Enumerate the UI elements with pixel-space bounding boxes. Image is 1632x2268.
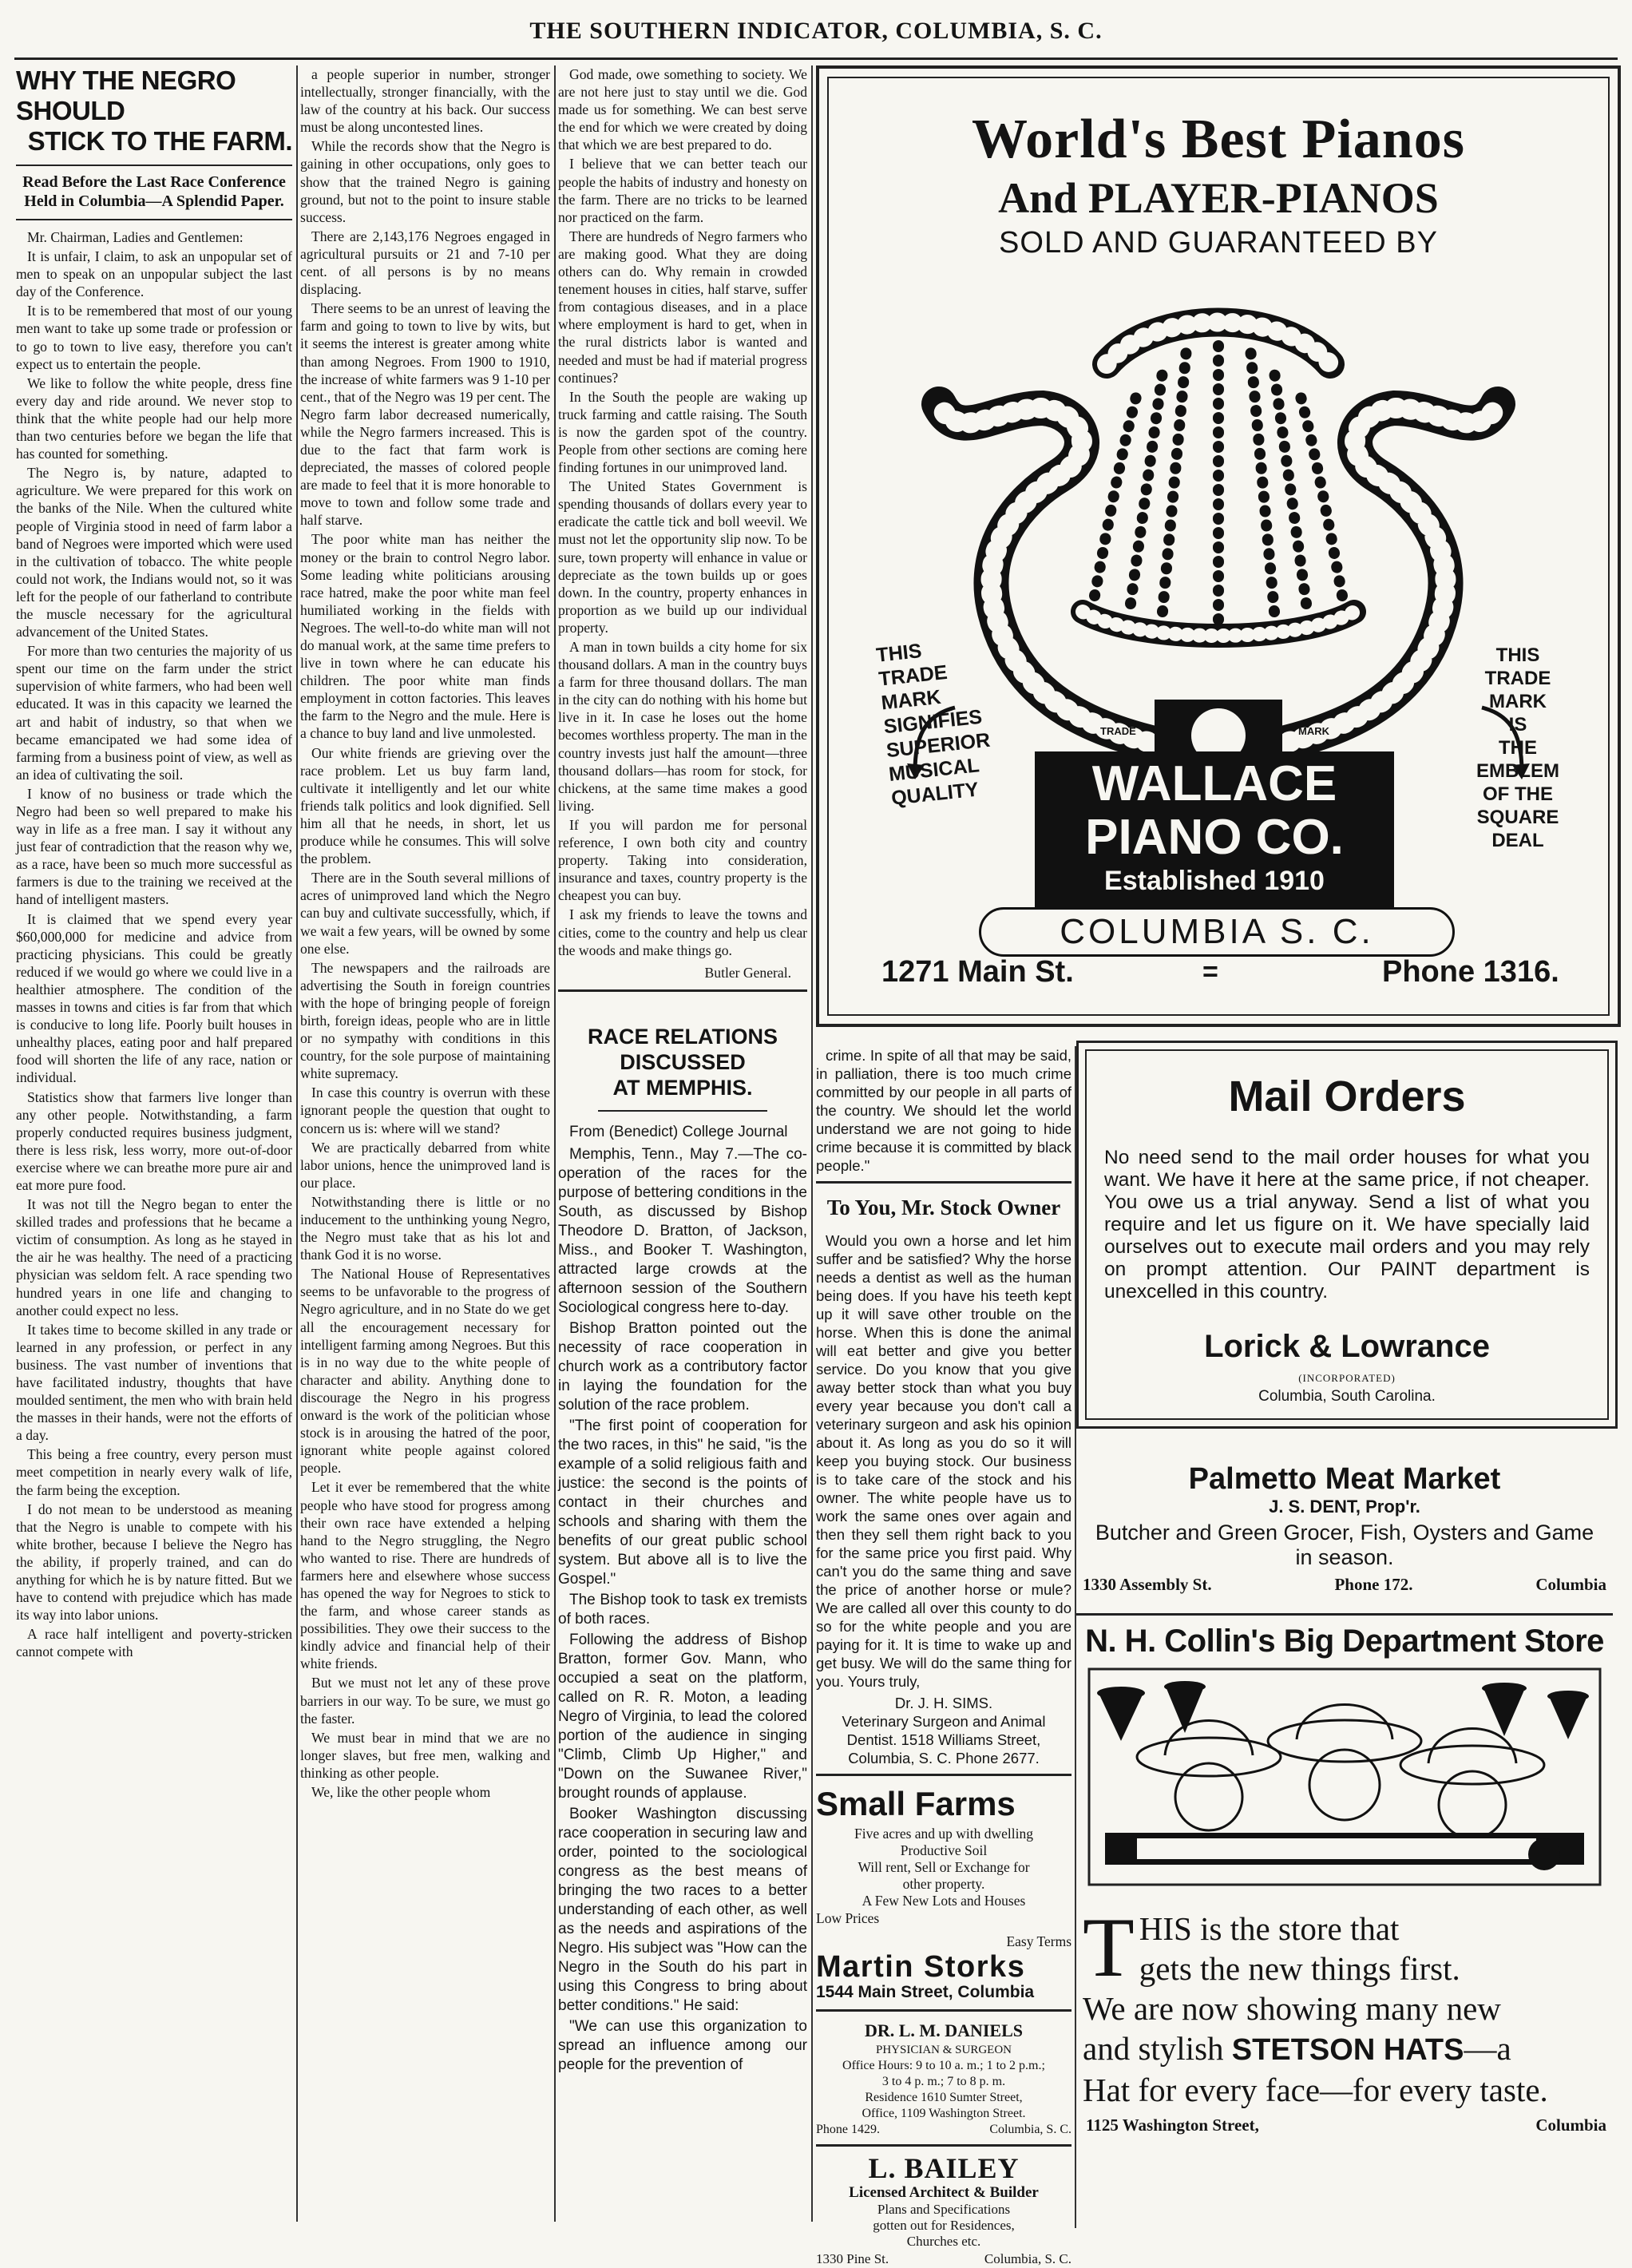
masthead-rule	[14, 57, 1618, 60]
collins-advertisement	[1076, 1621, 1613, 2228]
collins-line-3: We are now showing many new	[1083, 1990, 1501, 2027]
mail-orders-advertisement	[1076, 1041, 1618, 1429]
martin-storks-address: 1544 Main Street, Columbia	[816, 1983, 1035, 2001]
trademark-right-word: OF THE	[1483, 783, 1553, 805]
bailey-title: Licensed Architect & Builder	[849, 2184, 1039, 2201]
palmetto-address: 1330 Assembly St.	[1083, 1575, 1212, 1594]
mail-orders-body: No need send to the mail order houses for what you want. We have it here at the same price, if not cheaper. You owe us a trial anyway. Send a list of what you require and let us figure on it. We have specially laid ourselves out to execute mail orders and you may rely on prompt attention. Our PAINT department is unexcelled in this country.	[1104, 1147, 1590, 1303]
daniels-office: Office, 1109 Washington Street.	[862, 2107, 1026, 2120]
trademark-right-word: MARK	[1489, 691, 1547, 712]
company-established: Established 1910	[1104, 866, 1325, 896]
race-relations-paragraph: The Bishop took to task ex tremists of both races.	[558, 1591, 807, 1628]
article-paragraph: God made, owe something to society. We are not here just to stay until we die. God made us for something. We can best serve the end for which we were created by doing that which we are best prepared to do.	[558, 66, 807, 153]
article-paragraph: There seems to be an unrest of leaving the farm and going to town to live by wits, but it seems the interest is greater among white than among Negroes. From 1900 to 1910, the increase of white farmers was 9 1-10 per cent., that of the Negro was 19 per cent. The Negro farm labor decreased numerically, while the Negro farmers increased. This is due to the fact that farm work is depreciated, the masses of colored people are made to feel that it is more honorable to move to town and follow some trade and half starve.	[300, 300, 550, 529]
article-paragraph: Statistics show that farmers live longer than any other people. Notwithstanding, a farm properly conducted requires business judgment, there is less risk, less worry, more out-of-door exercise where we can breathe more pure air and eat more pure food.	[16, 1088, 292, 1193]
article-paragraph: In the South the people are waking up truck farming and cattle raising. The South is now the garden spot of the country. People from other sections are coming here finding fortunes in our unimproved land.	[558, 388, 807, 476]
daniels-contact-row	[816, 2122, 1071, 2138]
palmetto-title: Palmetto Meat Market	[1188, 1462, 1501, 1496]
piano-subheadline: And PLAYER-PIANOS	[998, 174, 1439, 222]
article-paragraph: A race half intelligent and poverty-stricken cannot compete with	[16, 1626, 292, 1660]
low-prices: Low Prices	[816, 1910, 880, 1926]
article-signoff: Butler General.	[704, 964, 791, 981]
trademark-right-word: IS	[1508, 714, 1527, 736]
piano-phone: Phone 1316.	[1382, 955, 1559, 989]
article-paragraph: It is claimed that we spend every year $60,000,000 for medicine and advice from practicing physicians. This could be greatly reduced if we would go where we could live in a healthier atmosphere. The condition of the masses in towns and cities is far from that which is conducive to long life. Poorly built houses in unhealthy places, eating poor and half prepared food will shorten the life of any race, nation or individual.	[16, 910, 292, 1086]
article-paragraph: I know of no business or trade which the Negro had been so well prepared to make his way in life as a free man. I say it without any just fear of contradiction that the reason why we, as a race, have been so much more successful as farmers is due to the training we received at the hand of intelligent masters.	[16, 785, 292, 908]
masthead: THE SOUTHERN INDICATOR, COLUMBIA, S. C.	[529, 18, 1103, 44]
stock-owner-headline: To You, Mr. Stock Owner	[826, 1195, 1061, 1219]
article-end-rule	[558, 989, 807, 992]
daniels-title: PHYSICIAN & SURGEON	[875, 2044, 1012, 2056]
article-paragraph: The Negro is, by nature, adapted to agriculture. We were prepared for this work on the banks of the Nile. When the cultured white people of Virginia stood in need of farm labor a band of Negroes were imported which were used in the cultivation of tobacco. The white people could not work, the Indians would not, so it was left for the people of our fatherland to contribute the muscle necessary for the agricultural advancement of the United States.	[16, 465, 292, 640]
daniels-phone: Phone 1429.	[816, 2123, 880, 2136]
signature-line: Dentist. 1518 Williams Street,	[846, 1731, 1041, 1748]
article-paragraph: It takes time to become skilled in any trade or learned in any profession, or perfect in any business. The vast number of inventions that have facilitated industry, thoughts that have moulded sentiment, the men who with brain held the masses in their hands, were not the efforts of a day.	[16, 1321, 292, 1444]
section-rule	[816, 1774, 1071, 1776]
piano-sold-by: SOLD AND GUARANTEED BY	[999, 226, 1438, 260]
small-farms-line: Five acres and up with dwelling	[854, 1826, 1034, 1842]
small-farms-headline: Small Farms	[816, 1785, 1016, 1822]
article-paragraph: Our white friends are grieving over the race problem. Let us buy farm land, cultivate it intelligently and let our white friends talk politics and look dignified. Sell him all that he needs, in short, let us produce while he consumes. This will solve the problem.	[300, 744, 550, 867]
small-farms-line: other property.	[902, 1876, 985, 1892]
bailey-line: gotten out for Residences,	[873, 2218, 1015, 2233]
piano-headline: World's Best Pianos	[972, 109, 1465, 170]
race-relations-headline	[558, 1024, 807, 1100]
bailey-name: L. BAILEY	[868, 2152, 1020, 2184]
article-headline	[16, 65, 292, 157]
collins-line-5: Hat for every face—for every taste.	[1083, 2072, 1548, 2108]
martin-storks-name: Martin Storks	[816, 1950, 1026, 1984]
palmetto-contact-row	[1076, 1575, 1613, 1595]
headline-line-2: STICK TO THE FARM.	[27, 126, 292, 156]
bailey-line: Churches etc.	[906, 2234, 981, 2249]
collins-line-4	[1083, 2028, 1610, 2070]
race-relations-paragraph: Memphis, Tenn., May 7.—The co-operation of the races for the purpose of bettering conditions in the South, as discussed by Bishop Theodore D. Bratton, of Jackson, Miss., and Booker T. Washington, attracted large crowds at the afternoon session of the Southern Sociological congress here to-day.	[558, 1145, 807, 1316]
section-rule	[816, 2144, 1071, 2147]
trademark-right-word: TRADE	[1484, 668, 1551, 689]
race-relations-paragraphs	[558, 1145, 807, 2075]
trademark-right-word: EMBLEM	[1476, 760, 1559, 782]
race-relations-body	[558, 1123, 807, 2075]
article-paragraph: a people superior in number, stronger intellectually, stronger financially, with the law of the country at his back. Our success must be along uncontested lines.	[300, 66, 550, 136]
company-name-line-2: PIANO CO.	[1085, 810, 1344, 865]
collins-lead	[1083, 1901, 1610, 1994]
collins-line-2: gets the new things first.	[1139, 1950, 1460, 1987]
article-paragraph: We are practically debarred from white labor unions, hence the unimproved land is our place.	[300, 1139, 550, 1191]
trade-label: TRADE	[1100, 725, 1136, 737]
deck-rule	[16, 219, 292, 220]
article-paragraph: A man in town builds a city home for six thousand dollars. A man in the country buys a farm for three thousand dollars. The man in the city can do nothing with his home but live in it. In case he loses out the home becomes worthless property. The man in the country invests just half the amount—three thousand dollars—has room for stock, for chickens, at the same time makes a good living.	[558, 639, 807, 814]
trademark-right-text	[1474, 644, 1562, 852]
race-relations-paragraph: Bishop Bratton pointed out the necessity of race cooperation in church work as a contributory factor in laying the foundation for the solution of the race problem.	[558, 1319, 807, 1414]
article-body-col3	[558, 65, 807, 959]
race-relations-paragraph: crime. In spite of all that may be said, in palliation, there is too much crime committed by our people in all parts of the country. We should let the world understand we are not going to hide crime because it is committed by black people."	[816, 1047, 1071, 1174]
headline-line-2: AT MEMPHIS.	[612, 1075, 753, 1100]
mail-orders-company: Lorick & Lowrance	[1204, 1329, 1490, 1364]
small-farms-line: Will rent, Sell or Exchange for	[858, 1859, 1030, 1875]
article-column-2	[300, 65, 550, 2222]
article-paragraph: We must bear in mind that we are no longer slaves, but free men, walking and thinking as other people.	[300, 1729, 550, 1781]
collins-contact-row	[1083, 2113, 1610, 2137]
trademark-left-word: SUPERIOR	[885, 728, 992, 763]
trademark-left-text	[875, 631, 1012, 811]
article-column-1	[16, 65, 292, 2222]
race-relations-paragraph: Booker Washington discussing race cooperation in securing law and order, pointed to the sociological congress as the best means of bringing the two races to a better understanding of each other, as well as the needs and aspirations of the Negro. His subject was "How can the Negro in the South do his part in using this Congress to bring about better conditions." He said:	[558, 1805, 807, 2014]
piano-advertisement	[816, 65, 1621, 1027]
stetson-hats: STETSON HATS	[1231, 2033, 1464, 2067]
small-farms-lines	[816, 1826, 1071, 1909]
bailey-line: Plans and Specifications	[877, 2202, 1011, 2217]
article-paragraph: While the records show that the Negro is gaining in other occupations, only goes to show that the trained Negro is gaining ground, but not to the point to insure stable success.	[300, 138, 550, 225]
piano-separator: =	[1202, 957, 1218, 987]
section-rule	[816, 1181, 1071, 1184]
article-paragraph: Notwithstanding there is little or no inducement to the unthinking young Negro, the Negro must take that as his lot and thank God it is no worse.	[300, 1193, 550, 1263]
mail-orders-incorporated: (INCORPORATED)	[1298, 1372, 1396, 1384]
mail-orders-location: Columbia, South Carolina.	[1258, 1388, 1436, 1405]
race-relations-continued	[816, 1046, 1071, 1175]
small-farms-line: Productive Soil	[900, 1842, 988, 1858]
daniels-hours: 3 to 4 p. m.; 7 to 8 p. m.	[881, 2075, 1006, 2088]
stock-owner-body	[816, 1231, 1071, 1691]
stock-owner-paragraph: Would you own a horse and let him suffer and be satisfied? Why the horse needs a dentist as well as the human being does. If you have his teeth kept up it will save other trouble on the horse. When this is done the animal will eat better and give you better service. Do you know that you give away better stock than what you buy every year because you don't call a veterinary surgeon and ask his opinion about it. As long as you do so it will keep you buying stock. Our business is to take care of the stock and his owner. The white people have us to work the same ones over again and then they sell them right back to you for the same price you first paid. Why can't you do the same thing and save the price of another horse or mule? We are called all over this county to do so for the white people and you are paying for it. It is time to wake up and get busy. We will do the same thing for you. Yours truly,	[816, 1232, 1071, 1690]
article-paragraph: There are in the South several millions of acres of unimproved land which the Negro can buy and cultivate successfully, which, if we wait a few years, will be owned by some one else.	[300, 870, 550, 957]
article-paragraph: There are hundreds of Negro farmers who are making good. What they are doing others can do. Why remain in crowded tenement houses in cities, half starve, suffer from contagious diseases, and in a place where employment is hard to get, when in the rural districts labor is wanted and needed and must be had if material progress continues?	[558, 228, 807, 386]
signature-name: Dr. J. H. SIMS.	[894, 1695, 993, 1711]
section-rule	[816, 2009, 1071, 2012]
bailey-lines	[816, 2202, 1071, 2250]
article-paragraph: The United States Government is spending thousands of dollars every year to eradicate the cattle tick and boll weevil. We must not let the opportunity slip now. To be sure, town property will enhance in value or depreciate as the town builds up or goes down. In the country, property enhances in proportion as we build up our individual property.	[558, 478, 807, 636]
article-paragraph: Mr. Chairman, Ladies and Gentlemen:	[27, 229, 244, 245]
collins-copy	[1083, 1901, 1610, 2137]
daniels-residence: Residence 1610 Sumter Street,	[865, 2091, 1023, 2104]
bailey-address: 1330 Pine St.	[816, 2251, 889, 2266]
easy-terms: Easy Terms	[1006, 1933, 1071, 1949]
wallace-company-box	[1035, 751, 1394, 910]
article-paragraph: The National House of Representatives seems to be unfavorable to the progress of Negro agriculture, and in no State do we get all the encouragement necessary for intelligent farming among Negroes. But this is in no way due to the white people of character and ability. Anything done to discourage the Negro in his progress onward is the work of the politician whose stock is in arousing the hatred of the poor, ignorant white people against colored people.	[300, 1266, 550, 1477]
daniels-hours: Office Hours: 9 to 10 a. m.; 1 to 2 p.m.;	[842, 2059, 1045, 2072]
mark-label: MARK	[1298, 725, 1329, 737]
stock-owner-signature	[816, 1694, 1071, 1767]
article-deck: Read Before the Last Race Conference Held in Columbia—A Splendid Paper.	[22, 173, 286, 210]
race-relations-paragraph: Following the address of Bishop Bratton, former Gov. Mann, who occupied a seat on the platform, called on R. R. Moton, a leading Negro of Virginia, to lead the colored portion of the audience in singing "Climb, Climb Up Higher," and "Down on the Suwanee River," brought rounds of applause.	[558, 1631, 807, 1802]
palmetto-city: Columbia	[1535, 1575, 1606, 1594]
trademark-right-word: SQUARE	[1476, 807, 1559, 828]
section-rule	[1076, 1613, 1613, 1616]
trademark-left-word: MARK	[880, 685, 942, 715]
palmetto-proprietor: J. S. DENT, Prop'r.	[1269, 1497, 1420, 1517]
article-paragraph: If you will pardon me for personal reference, I own both city and country property. Taking into consideration, insurance and taxes, country property is the cheapest you can buy.	[558, 816, 807, 904]
column-rule	[811, 65, 813, 2222]
hat-shoppers-illustration-icon	[1089, 1669, 1600, 1885]
drop-cap: T	[1083, 1901, 1135, 1994]
signature-lines	[816, 1712, 1071, 1767]
trademark-left-word: QUALITY	[889, 778, 980, 810]
article-body-col2	[300, 65, 550, 1801]
race-relations-paragraph: "The first point of cooperation for the two races, in this" he said, "is the example of a solid religious faith and justice: the second is the points of contact in their churches and schools and sharing with them the benefits of our great public school system. But above all is to live the Gospel."	[558, 1417, 807, 1588]
small-farms-line: A Few New Lots and Houses	[862, 1893, 1026, 1909]
article-paragraph: It is unfair, I claim, to ask an unpopular set of men to speak on an unpopular subject the last day of the Conference.	[16, 248, 292, 300]
palmetto-advertisement	[1076, 1461, 1613, 1595]
bailey-card	[816, 2153, 1071, 2268]
daniels-city: Columbia, S. C.	[989, 2123, 1071, 2136]
article-paragraph: I do not mean to be understood as meaning that the Negro is unable to compete with his white brother, because I believe the Negro has the ability, if properly trained, and can do anything for which he is by nature fitted. But we have to contend with prejudice which has made its way into labor unions.	[16, 1501, 292, 1624]
article-column-3	[558, 65, 807, 2222]
mail-orders-title: Mail Orders	[1228, 1073, 1466, 1120]
article-paragraph: The poor white man has neither the money or the brain to control Negro labor. Some leading white politicians arousing race hatred, make the poor white man feel humiliated working in the fields with Negroes. The well-to-do white man will not do manual work, at the same time prefers to live in town where he can educate his children. The poor white man finds employment in cotton factories. This leaves the farm to the Negro and the mule. Here is a chance to buy land and live unmolested.	[300, 531, 550, 742]
trademark-left-word: MUSICAL	[887, 754, 980, 787]
trademark-right-word: THIS	[1495, 644, 1540, 666]
article-paragraph: The newspapers and the railroads are advertising the South in foreign countries with the hope of bringing people of foreign birth, foreign ideas, people who are in little or no sympathy with conditions in this country, for the sole purpose of maintaining white supremacy.	[300, 959, 550, 1082]
bailey-city: Columbia, S. C.	[984, 2251, 1071, 2266]
bottom-column-4	[816, 1046, 1071, 2266]
article-body-col1	[16, 228, 292, 1661]
piano-address: 1271 Main St.	[881, 955, 1074, 989]
race-relations-source: From (Benedict) College Journal	[569, 1123, 788, 1140]
collins-address: 1125 Washington Street,	[1086, 2115, 1259, 2135]
collins-line-4-tail: —a	[1464, 2030, 1511, 2067]
article-paragraph: It is to be remembered that most of our young men want to take up some trade or profession or to go to town to live easy, therefore you can't expect us to entertain the people.	[16, 303, 292, 372]
article-paragraph: We, like the other people whom	[311, 1784, 491, 1800]
trademark-left-word: THIS	[875, 640, 923, 667]
palmetto-description: Butcher and Green Grocer, Fish, Oysters and Game in season.	[1095, 1521, 1594, 1569]
article-paragraph: Let it ever be remembered that the white people who have stood for progress among their own race have extended a helping hand to the Negro struggling, the Negro who wanted to rise. There are hundreds of farmers here and elsewhere whose success has opened the way for Negroes to stick to the farm, and whose career stands as possibilities. They owe their success to the kindly advice and financial help of their white friends.	[300, 1479, 550, 1672]
collins-title: N. H. Collin's Big Department Store	[1085, 1624, 1604, 1659]
signature-line: Columbia, S. C. Phone 2677.	[848, 1750, 1040, 1766]
palmetto-phone: Phone 172.	[1334, 1575, 1413, 1594]
article-paragraph: This being a free country, every person must meet competition in nearly every walk of life, the farm being the exception.	[16, 1446, 292, 1498]
bailey-address-row	[816, 2250, 1071, 2268]
trademark-right-word: DEAL	[1491, 830, 1544, 851]
trademark-right-word: THE	[1499, 737, 1537, 759]
article-paragraph: I believe that we can better teach our people the habits of industry and honesty on the farm. There are no tricks to be learned nor practiced on the farm.	[558, 156, 807, 225]
headline-rule	[598, 1110, 767, 1112]
column-rule	[554, 65, 556, 2222]
columbia-ribbon: COLUMBIA S. C.	[979, 907, 1455, 957]
race-relations-paragraph: "We can use this organization to spread an influence among our people for the prevention of	[558, 2017, 807, 2073]
headline-rule	[16, 165, 292, 166]
company-name-line-1: WALLACE	[1091, 756, 1337, 811]
daniels-card	[816, 2020, 1071, 2138]
headline-line-1: RACE RELATIONS DISCUSSED	[587, 1024, 778, 1074]
trademark-left-word: SIGNIFIES	[882, 705, 984, 739]
collins-line-1: HIS is the store that	[1139, 1910, 1400, 1947]
headline-line-1: WHY THE NEGRO SHOULD	[16, 65, 236, 125]
collins-city: Columbia	[1535, 2115, 1606, 2135]
article-paragraph: But we must not let any of these prove barriers in our way. To be sure, we must go the faster.	[300, 1675, 550, 1727]
collins-lead-lines	[1139, 1909, 1460, 1988]
daniels-name: DR. L. M. DANIELS	[864, 2020, 1024, 2040]
column-rule	[296, 65, 298, 2222]
article-paragraph: There are 2,143,176 Negroes engaged in agricultural pursuits or 21 and 7-10 per cent. of all persons is by no means displacing.	[300, 228, 550, 298]
article-paragraph: I ask my friends to leave the towns and cities, come to the country and help us clear the woods and make things go.	[558, 906, 807, 958]
signature-line: Veterinary Surgeon and Animal	[842, 1713, 1046, 1730]
article-paragraph: In case this country is overrun with these ignorant people the question that ought to concern us is: where will we stand?	[300, 1084, 550, 1136]
trademark-left-word: TRADE	[877, 660, 949, 691]
article-paragraph: We like to follow the white people, dress fine every day and ride around. We never stop to think that the white people had our help more than two centuries before we began the life that has counted for something.	[16, 375, 292, 462]
collins-line-4-text: and stylish	[1083, 2030, 1232, 2067]
article-paragraph: For more than two centuries the majority of us spent our time on the farm under the strict supervision of white farmers, who had been well educated. It was in this capacity we learned the art and habit of industry, so that when we became emancipated we had some idea of farming from a business point of view, as well as an idea of cultivating the soil.	[16, 643, 292, 783]
article-paragraph: It was not till the Negro began to enter the skilled trades and professions that he became a victim of consumption. As long as he stayed in the air he was healthy. The need of a practicing physician was seldom felt. A race spending two hundred years in one life and changing to another could expect no less.	[16, 1196, 292, 1318]
